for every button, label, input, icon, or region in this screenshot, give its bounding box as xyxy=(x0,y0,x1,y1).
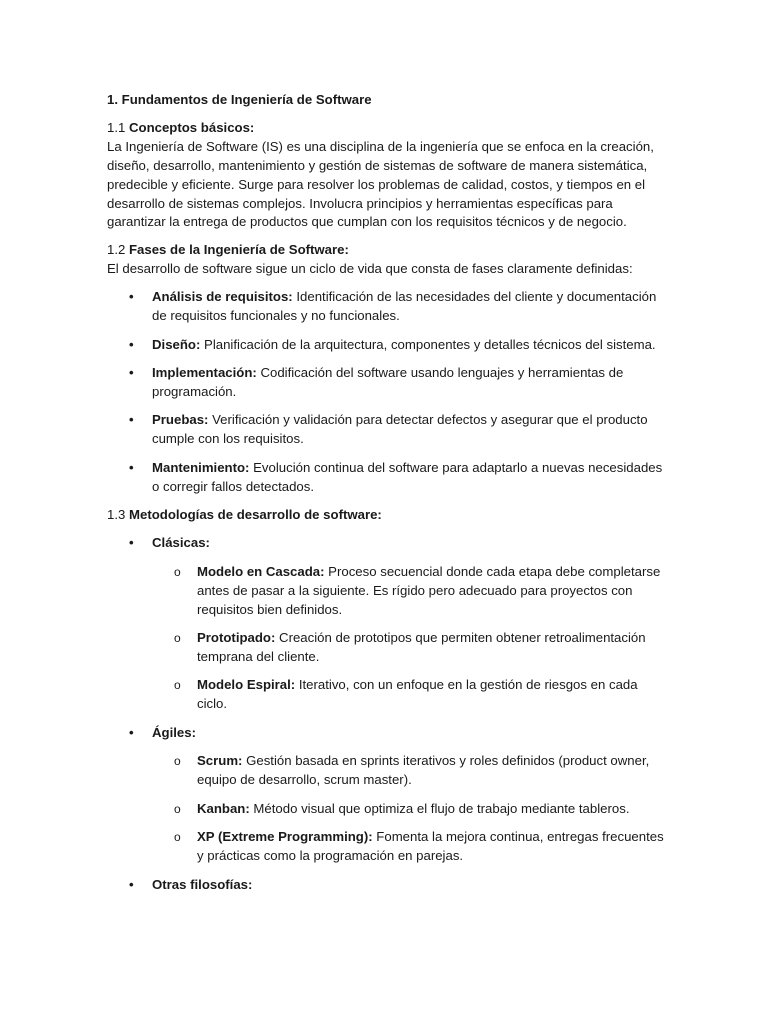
list-item-classic xyxy=(107,534,668,714)
list-item xyxy=(107,364,668,402)
section-1-1-body: La Ingeniería de Software (IS) es una disciplina de la ingeniería que se enfoca en la creación, diseño, desarrollo, mantenimiento y gestión de sistemas de software de manera sistemática, predecible y eficiente. Surge para resolver los problemas de calidad, costos, y tiempos en el desarrollo de sistemas complejos. Involucra principios y herramientas específicas para garantizar la entrega de productos que cumplan con los requisitos técnicos y de negocio. xyxy=(107,138,654,230)
item-desc: Gestión basada en sprints iterativos y roles definidos (product owner, equipo de desarrollo, scrum master). xyxy=(197,753,650,788)
sublist-item xyxy=(152,800,668,819)
list-item-agile xyxy=(107,724,668,866)
item-term: Kanban: xyxy=(197,800,250,816)
item-desc: Planificación de la arquitectura, componentes y detalles técnicos del sistema. xyxy=(200,336,656,352)
item-term: Modelo Espiral: xyxy=(197,677,296,693)
sublist-item xyxy=(152,752,668,790)
item-desc: Evolución continua del software para adaptarlo a nuevas necesidades o corregir fallos detectados. xyxy=(152,459,663,494)
item-desc: Fomenta la mejora continua, entregas frecuentes y prácticas como la programación en parejas. xyxy=(197,829,664,864)
item-desc: Creación de prototipos que permiten obtener retroalimentación temprana del cliente. xyxy=(197,630,646,664)
circle-bullet-icon: o xyxy=(174,801,181,816)
bullet-icon: • xyxy=(129,459,134,475)
item-desc: Proceso secuencial donde cada etapa debe completarse antes de pasar a la siguiente. Es rígido pero adecuado para proyectos con requisitos bien definidos. xyxy=(197,563,661,617)
list-item xyxy=(107,336,668,355)
item-desc: Identificación de las necesidades del cliente y documentación de requisitos funcionales y no funcionales. xyxy=(152,289,657,324)
group-label: Clásicas: xyxy=(152,535,210,551)
classic-sublist xyxy=(152,563,668,715)
item-term: Modelo en Cascada: xyxy=(197,563,325,579)
list-item xyxy=(107,459,668,497)
section-1-2-heading xyxy=(107,241,668,260)
sublist-item xyxy=(152,828,668,866)
sublist-item xyxy=(152,676,668,714)
section-number: 1.2 xyxy=(107,242,129,258)
group-label: Ágiles: xyxy=(152,724,196,740)
list-item xyxy=(107,288,668,326)
group-label: Otras filosofías: xyxy=(152,876,253,892)
sublist-item xyxy=(152,563,668,620)
item-term: Pruebas: xyxy=(152,412,209,428)
bullet-icon: • xyxy=(129,412,134,428)
section-title: Conceptos básicos: xyxy=(129,119,255,135)
item-term: Implementación: xyxy=(152,365,257,381)
item-desc: Codificación del software usando lenguajes y herramientas de programación. xyxy=(152,365,624,399)
phases-list xyxy=(107,288,668,497)
bullet-icon: • xyxy=(129,724,134,740)
item-term: Scrum: xyxy=(197,753,243,769)
item-term: Análisis de requisitos: xyxy=(152,289,293,305)
bullet-icon: • xyxy=(129,336,134,352)
list-item-other xyxy=(107,876,668,895)
item-desc: Iterativo, con un enfoque en la gestión de riesgos en cada ciclo. xyxy=(197,677,638,712)
item-term: Mantenimiento: xyxy=(152,459,250,475)
bullet-icon: • xyxy=(129,876,134,892)
list-item xyxy=(107,411,668,449)
document-title: 1. Fundamentos de Ingeniería de Software xyxy=(107,92,372,107)
section-title: Metodologías de desarrollo de software: xyxy=(129,507,382,523)
bullet-icon: • xyxy=(129,289,134,305)
item-term: XP (Extreme Programming): xyxy=(197,829,373,845)
section-1-1-heading xyxy=(107,119,668,138)
section-number: 1.1 xyxy=(107,119,129,135)
circle-bullet-icon: o xyxy=(174,754,181,769)
item-desc: Método visual que optimiza el flujo de trabajo mediante tableros. xyxy=(249,800,630,816)
item-term: Diseño: xyxy=(152,336,201,352)
circle-bullet-icon: o xyxy=(174,631,181,645)
section-1-2-intro: El desarrollo de software sigue un ciclo de vida que consta de fases claramente definidas: xyxy=(107,261,633,277)
section-number: 1.3 xyxy=(107,507,129,523)
circle-bullet-icon: o xyxy=(174,830,181,845)
circle-bullet-icon: o xyxy=(174,564,181,579)
circle-bullet-icon: o xyxy=(174,678,181,693)
section-title: Fases de la Ingeniería de Software: xyxy=(129,242,349,258)
sublist-item xyxy=(152,629,668,667)
bullet-icon: • xyxy=(129,535,134,551)
section-1-3-heading xyxy=(107,506,668,525)
item-desc: Verificación y validación para detectar defectos y asegurar que el producto cumple con los requisitos. xyxy=(152,412,648,447)
methodologies-list xyxy=(107,534,668,894)
agile-sublist xyxy=(152,752,668,866)
item-term: Prototipado: xyxy=(197,630,276,645)
bullet-icon: • xyxy=(129,365,134,381)
